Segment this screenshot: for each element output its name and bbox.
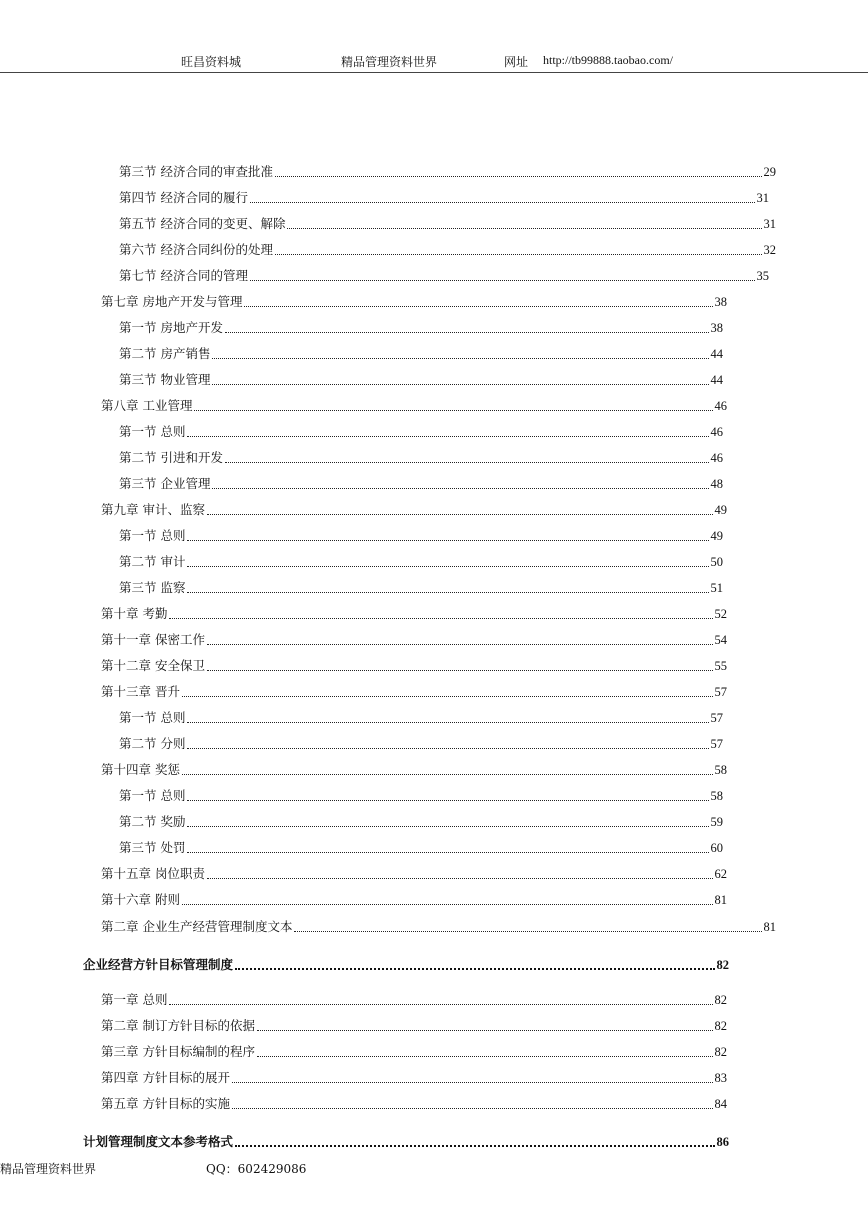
dot-leader [235, 1144, 714, 1147]
dot-leader [235, 967, 714, 970]
toc-entry-label: 计划管理制度文本参考格式 [83, 1134, 234, 1149]
toc-entry[interactable] [119, 526, 723, 546]
toc-entry-page: 49 [710, 529, 723, 543]
toc-entry-page: 38 [714, 295, 727, 309]
toc-entry-page: 86 [716, 1135, 729, 1149]
toc-entry-page: 82 [716, 958, 729, 972]
dot-leader [225, 461, 709, 463]
toc-entry[interactable] [119, 422, 723, 442]
dot-leader [187, 539, 708, 541]
toc-entry[interactable] [101, 630, 727, 650]
toc-entry-label: 第二章 企业生产经营管理制度文本 [101, 919, 293, 934]
dot-leader [212, 487, 708, 489]
toc-entry-page: 52 [714, 607, 727, 621]
toc-entry-label: 第十一章 保密工作 [101, 632, 205, 647]
dot-leader [187, 435, 708, 437]
toc-entry-page: 57 [710, 711, 723, 725]
dot-leader [169, 1003, 712, 1005]
toc-entry[interactable] [119, 838, 723, 858]
dot-leader [187, 565, 708, 567]
toc-entry-page: 54 [714, 633, 727, 647]
toc-entry[interactable] [101, 396, 727, 416]
toc-entry[interactable] [101, 656, 727, 676]
toc-entry-label: 第十四章 奖惩 [101, 762, 180, 777]
dot-leader [232, 1081, 713, 1083]
toc-entry-label: 第一节 房地产开发 [119, 320, 223, 335]
toc-entry-page: 83 [714, 1071, 727, 1085]
page-footer [0, 1158, 868, 1178]
toc-entry-page: 38 [710, 321, 723, 335]
toc-entry-label: 第三节 经济合同的审查批准 [119, 164, 273, 179]
dot-leader [244, 305, 712, 307]
toc-entry-page: 46 [710, 451, 723, 465]
toc-entry-page: 32 [763, 243, 776, 257]
toc-entry-page: 48 [710, 477, 723, 491]
toc-entry-label: 第十二章 安全保卫 [101, 658, 205, 673]
toc-entry-label: 第一章 总则 [101, 992, 168, 1007]
toc-entry-label: 第三节 物业管理 [119, 372, 211, 387]
toc-entry[interactable] [101, 1094, 727, 1114]
toc-entry-page: 58 [714, 763, 727, 777]
toc-entry-label: 第七节 经济合同的管理 [119, 268, 248, 283]
toc-entry[interactable] [119, 448, 723, 468]
toc-entry-label: 第四节 经济合同的履行 [119, 190, 248, 205]
dot-leader [207, 877, 713, 879]
dot-leader [182, 903, 713, 905]
toc-entry[interactable] [119, 552, 723, 572]
footer-qq: QQ：602429086 [206, 1162, 307, 1176]
toc-entry-label: 第六节 经济合同纠份的处理 [119, 242, 273, 257]
dot-leader [194, 409, 712, 411]
toc-entry-page: 82 [714, 1019, 727, 1033]
footer-title: 精品管理资料世界 [0, 1162, 97, 1176]
header-title: 精品管理资料世界 [341, 55, 438, 69]
dot-leader [207, 669, 713, 671]
dot-leader [187, 747, 708, 749]
toc-entry-page: 49 [714, 503, 727, 517]
dot-leader [275, 253, 762, 255]
dot-leader [232, 1107, 713, 1109]
toc-entry[interactable] [119, 734, 723, 754]
dot-leader [294, 930, 761, 932]
toc-entry-page: 46 [710, 425, 723, 439]
dot-leader [257, 1029, 713, 1031]
toc-entry-page: 81 [714, 893, 727, 907]
toc-entry-page: 35 [756, 269, 769, 283]
toc-entry[interactable] [101, 1042, 727, 1062]
dot-leader [169, 617, 712, 619]
dot-leader [250, 201, 755, 203]
toc-entry[interactable] [119, 474, 723, 494]
dot-leader [250, 279, 755, 281]
toc-entry-page: 50 [710, 555, 723, 569]
toc-entry-label: 第四章 方针目标的展开 [101, 1070, 230, 1085]
toc-entry-label: 第五章 方针目标的实施 [101, 1096, 230, 1111]
toc-entry-label: 第七章 房地产开发与管理 [101, 294, 243, 309]
dot-leader [207, 513, 713, 515]
dot-leader [187, 799, 708, 801]
toc-entry-page: 44 [710, 373, 723, 387]
toc-entry[interactable] [119, 240, 776, 260]
toc-entry-page: 82 [714, 993, 727, 1007]
toc-entry-label: 第五节 经济合同的变更、解除 [119, 216, 286, 231]
toc-entry-page: 44 [710, 347, 723, 361]
toc-entry[interactable] [119, 708, 723, 728]
dot-leader [225, 331, 709, 333]
toc-entry-label: 第十章 考勤 [101, 606, 168, 621]
dot-leader [182, 773, 713, 775]
toc-entry-label: 第二节 引进和开发 [119, 450, 223, 465]
toc-entry[interactable] [101, 760, 727, 780]
toc-entry-page: 62 [714, 867, 727, 881]
toc-entry-page: 82 [714, 1045, 727, 1059]
toc-entry[interactable] [119, 370, 723, 390]
dot-leader [182, 695, 713, 697]
header-url-link[interactable]: http://tb99888.taobao.com/ [543, 53, 673, 67]
toc-entry-page: 57 [714, 685, 727, 699]
toc-entry-label: 第三节 企业管理 [119, 476, 211, 491]
header-url-label: 网址 [504, 55, 529, 69]
header-store-name: 旺昌资料城 [181, 55, 242, 69]
toc-entry-label: 第一节 总则 [119, 788, 186, 803]
toc-entry[interactable] [101, 500, 727, 520]
toc-entry-page: 58 [710, 789, 723, 803]
dot-leader [212, 383, 708, 385]
toc-entry-label: 第三节 处罚 [119, 840, 186, 855]
toc-entry[interactable] [101, 890, 727, 910]
toc-entry-label: 第十五章 岗位职责 [101, 866, 205, 881]
toc-entry[interactable] [119, 786, 723, 806]
toc-entry[interactable] [101, 990, 727, 1010]
toc-entry[interactable] [101, 864, 727, 884]
toc-entry-label: 第三章 方针目标编制的程序 [101, 1044, 255, 1059]
toc-entry[interactable] [119, 188, 769, 208]
toc-entry-label: 第九章 审计、监察 [101, 502, 205, 517]
toc-entry[interactable] [101, 1068, 727, 1088]
toc-entry[interactable] [101, 682, 727, 702]
toc-entry[interactable] [101, 604, 727, 624]
toc-entry-label: 第二节 房产销售 [119, 346, 211, 361]
toc-entry-label: 企业经营方针目标管理制度 [83, 957, 234, 972]
toc-entry[interactable] [101, 917, 776, 937]
toc-entry-page: 84 [714, 1097, 727, 1111]
toc-entry-label: 第一节 总则 [119, 710, 186, 725]
toc-entry-label: 第一节 总则 [119, 528, 186, 543]
toc-entry-label: 第三节 监察 [119, 580, 186, 595]
toc-entry-page: 81 [763, 920, 776, 934]
dot-leader [287, 227, 761, 229]
toc-entry[interactable] [101, 292, 727, 312]
dot-leader [187, 591, 708, 593]
toc-entry[interactable] [101, 1016, 727, 1036]
toc-entry-page: 51 [710, 581, 723, 595]
toc-entry-page: 60 [710, 841, 723, 855]
toc-entry-page: 55 [714, 659, 727, 673]
dot-leader [207, 643, 713, 645]
toc-entry-page: 29 [763, 165, 776, 179]
toc-entry-label: 第二节 审计 [119, 554, 186, 569]
toc-entry-label: 第二章 制订方针目标的依据 [101, 1018, 255, 1033]
toc-entry-label: 第八章 工业管理 [101, 398, 193, 413]
toc-entry-page: 46 [714, 399, 727, 413]
toc-entry-page: 31 [763, 217, 776, 231]
toc-entry-label: 第一节 总则 [119, 424, 186, 439]
dot-leader [275, 175, 762, 177]
toc-entry-label: 第十六章 附则 [101, 892, 180, 907]
toc-entry[interactable] [119, 578, 723, 598]
toc-section-entry[interactable] [83, 955, 729, 975]
dot-leader [187, 721, 708, 723]
toc-entry-page: 31 [756, 191, 769, 205]
toc-entry-label: 第二节 分则 [119, 736, 186, 751]
toc-entry-label: 第十三章 晋升 [101, 684, 180, 699]
toc-entry-page: 57 [710, 737, 723, 751]
toc-entry-label: 第二节 奖励 [119, 814, 186, 829]
toc-section-entry[interactable] [83, 1132, 729, 1152]
toc-entry-page: 59 [710, 815, 723, 829]
toc-entry[interactable] [119, 162, 776, 182]
dot-leader [257, 1055, 713, 1057]
toc-entry[interactable] [119, 266, 769, 286]
toc-entry[interactable] [119, 318, 723, 338]
toc-entry[interactable] [119, 344, 723, 364]
dot-leader [187, 851, 708, 853]
dot-leader [212, 357, 708, 359]
toc-entry[interactable] [119, 214, 776, 234]
toc-entry[interactable] [119, 812, 723, 832]
dot-leader [187, 825, 708, 827]
